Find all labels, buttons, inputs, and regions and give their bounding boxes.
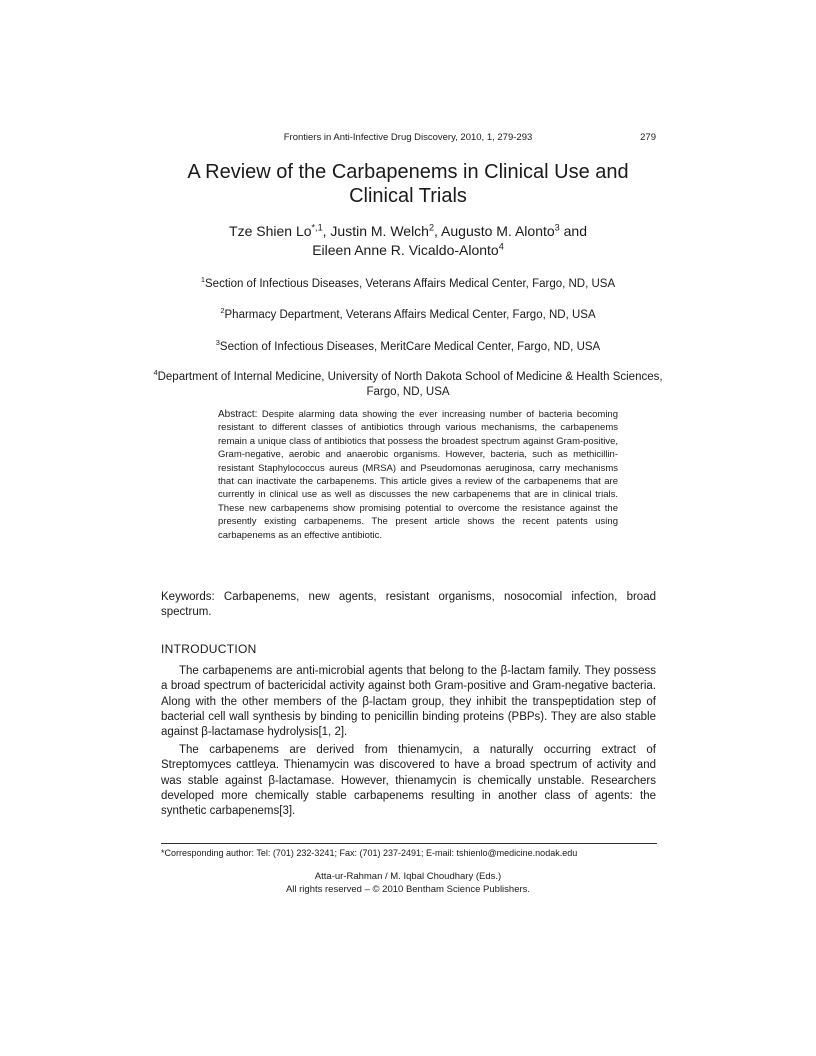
author-name: , Augusto M. Alonto xyxy=(434,223,555,239)
journal-header: Frontiers in Anti-Infective Drug Discovery, 2010, 1, 279-293 xyxy=(283,132,533,143)
author-name: , Justin M. Welch xyxy=(322,223,429,239)
author-superscript: 2 xyxy=(428,222,435,233)
keywords-label: Keywords: xyxy=(161,591,215,603)
editors-line: Atta-ur-Rahman / M. Iqbal Choudhary (Eds.) xyxy=(314,871,502,882)
abstract xyxy=(218,408,618,542)
affiliation-text: Department of Internal Medicine, University of North Dakota School of Medicine & Health Sciences, Fargo, ND, USA xyxy=(157,371,663,398)
affiliation-number: 2 xyxy=(220,306,225,316)
affiliation-1 xyxy=(150,277,666,292)
rights-line: All rights reserved – © 2010 Bentham Science Publishers. xyxy=(285,884,531,895)
author-superscript: 3 xyxy=(554,222,560,233)
author-list xyxy=(160,222,656,260)
abstract-label: Abstract: xyxy=(218,409,258,420)
paragraph: The carbapenems are derived from thienamycin, a naturally occurring extract of Streptomyces cattleya. Thienamycin was discovered to have a broad spectrum of activity and was stable against β-lactamase. However, thienamycin is chemically unstable. Researchers developed more chemically stable carbapenems resulting in another class of agents: the synthetic carbapenems[3]. xyxy=(161,744,656,818)
keywords xyxy=(161,590,656,620)
affiliation-text: Pharmacy Department, Veterans Affairs Medical Center, Fargo, ND, USA xyxy=(224,309,596,321)
article-title: A Review of the Carbapenems in Clinical Use and Clinical Trials xyxy=(187,161,629,207)
affiliation-2 xyxy=(150,308,666,323)
affiliation-number: 4 xyxy=(153,368,158,378)
footnote-divider xyxy=(161,843,657,844)
section-heading-introduction: INTRODUCTION xyxy=(161,642,257,656)
author-superscript: 4 xyxy=(498,241,504,252)
affiliation-text: Section of Infectious Diseases, MeritCare Medical Center, Fargo, ND, USA xyxy=(219,341,601,353)
publisher-credits xyxy=(0,870,816,896)
author-name: Tze Shien Lo xyxy=(229,223,312,239)
affiliation-number: 3 xyxy=(215,338,220,348)
affiliation-text: Section of Infectious Diseases, Veterans Affairs Medical Center, Fargo, ND, USA xyxy=(205,278,616,290)
paragraph: The carbapenems are anti-microbial agents that belong to the β-lactam family. They possess a broad spectrum of bactericidal activity against both Gram-positive and Gram-negative bacteria. Along with the other members of the β-lactam group, they inhibit the transpeptidation step of bacterial cell wall synthesis by binding to penicillin binding proteins (PBPs). They are also stable against β-lactamase hydrolysis[1, 2]. xyxy=(161,665,656,739)
author-name: Eileen Anne R. Vicaldo-Alonto xyxy=(312,242,499,258)
affiliation-4 xyxy=(148,370,668,400)
affiliation-3 xyxy=(150,340,666,355)
abstract-text: Despite alarming data showing the ever increasing number of bacteria becoming resistant to different classes of antibiotics through various mechanisms, the carbapenems remain a unique class of antibiotics that possess the broadest spectrum against Gram-positive, Gram-negative, aerobic and anaerobic organisms. However, bacteria, such as methicillin-resistant Staphylococcus aureus (MRSA) and Pseudomonas aeruginosa, carry mechanisms that can inactivate the carbapenems. This article gives a review of the carbapenems that are currently in clinical use as well as discusses the new carbapenems that are in clinical trials. These new carbapenems show promising potential to overcome the resistance against the presently existing carbapenems. The present article shows the recent patents using carbapenems as an effective antibiotic. xyxy=(218,409,618,541)
author-conjunction: and xyxy=(559,223,587,239)
corresponding-author-footnote: *Corresponding author: Tel: (701) 232-3241; Fax: (701) 237-2491; E-mail: tshienlo@medicine.nodak.edu xyxy=(161,848,578,858)
keywords-text: Carbapenems, new agents, resistant organisms, nosocomial infection, broad spectrum. xyxy=(161,591,656,618)
author-superscript: *,1 xyxy=(311,222,323,233)
affiliation-number: 1 xyxy=(200,275,205,285)
page-number: 279 xyxy=(640,132,656,143)
